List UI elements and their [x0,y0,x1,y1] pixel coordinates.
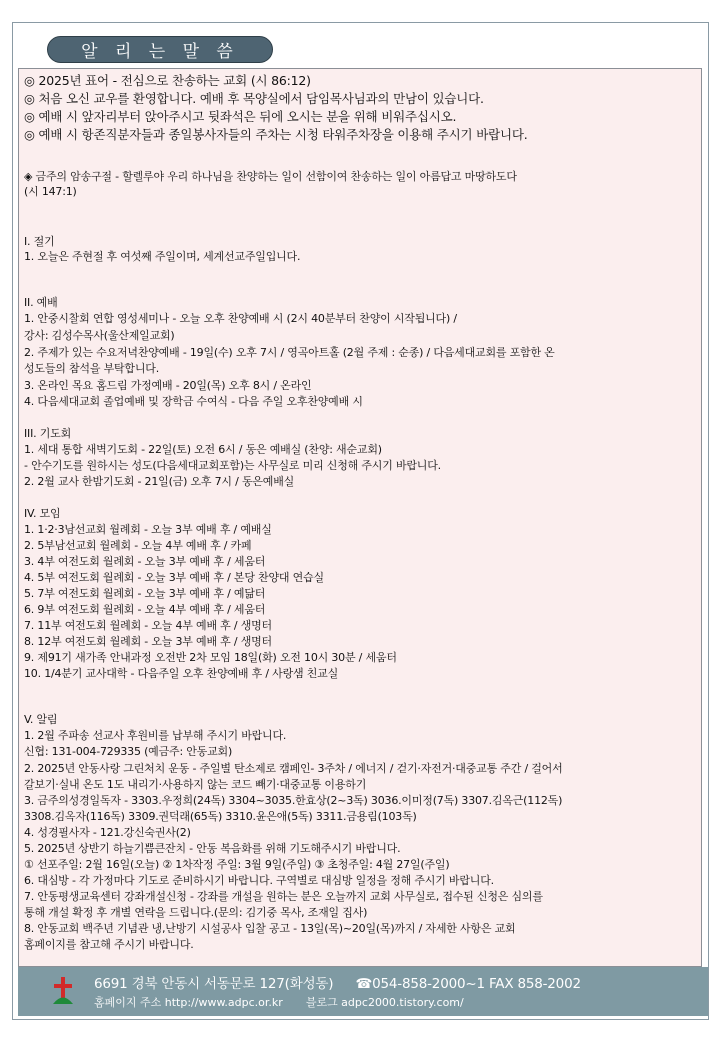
list-item: ① 선포주일: 2월 16일(오늘) ② 1차작정 주일: 3월 9일(주일) ③ 초청주일: 4월 27일(주일) [24,858,450,871]
announcements-panel [18,68,702,967]
list-item: 7. 안동평생교육센터 강좌개설신청 - 강좌를 개설을 원하는 분은 오늘까지 교회 사무실로, 접수된 신청은 심의를 [24,890,543,903]
list-item: 6. 대심방 - 각 가정마다 기도로 준비하시기 바랍니다. 구역별로 대심방 일정을 정해 주시기 바랍니다. [24,874,494,887]
list-item: 8. 12부 여전도회 월례회 - 오늘 3부 예배 후 / 생명터 [24,635,272,648]
list-item: 3308.김옥자(116독) 3309.권덕래(65독) 3310.윤은애(5독) 3311.금용림(103독) [24,810,417,823]
memory-verse: ◈ 금주의 암송구절 - 할렐루야 우리 하나님을 찬양하는 일이 선함이여 찬송하는 일이 아름답고 마땅하도다 [24,170,517,183]
address-text: 6691 경북 안동시 서동문로 127(화성동) [94,976,334,992]
list-item: 3. 온라인 목요 홈드림 가정예배 - 20일(목) 오후 8시 / 온라인 [24,379,312,392]
list-item: - 안수기도를 원하시는 성도(다음세대교회포함)는 사무실로 미리 신청해 주시기 바랍니다. [24,459,441,472]
list-item: 성도들의 참석을 부탁합니다. [24,362,160,375]
list-item: 9. 제91기 새가족 안내과정 오전반 2차 모임 18일(화) 오전 10시 30분 / 세움터 [24,651,397,664]
list-item: 1. 1·2·3남선교회 월례회 - 오늘 3부 예배 후 / 예배실 [24,523,272,536]
page-title: 알 리 는 말 씀 [47,36,273,63]
notice-line: ◎ 처음 오신 교우를 환영합니다. 예배 후 목양실에서 담임목사님과의 만남이 있습니다. [24,91,484,106]
list-item: 8. 안동교회 백주년 기념관 냉,난방기 시설공사 입찰 공고 - 13일(목)~20일(목)까지 / 자세한 사항은 교회 [24,922,516,935]
list-item: 1. 안중시찰회 연합 영성세미나 - 오늘 오후 찬양예배 시 (2시 40분부터 찬양이 시작됩니다) / [24,312,457,325]
contact-line [94,972,581,992]
list-item: 5. 7부 여전도회 월례회 - 오늘 3부 예배 후 / 예닮터 [24,587,266,600]
section-heading-worship: II. 예배 [24,296,58,309]
list-item: 2. 2025년 안동사랑 그린처치 운동 - 주일별 탄소제로 캠페인- 3주차 / 에너지 / 걷기·자전거·대중교통 주간 / 걸어서 [24,762,563,775]
list-item: 3. 4부 여전도회 월례회 - 오늘 3부 예배 후 / 세움터 [24,555,266,568]
list-item: 홈페이지를 참고해 주시기 바랍니다. [24,938,194,951]
notice-line: ◎ 예배 시 항존직분자들과 종일봉사자들의 주차는 시청 타워주차장을 이용해 주시기 바랍니다. [24,127,528,142]
list-item: 4. 다음세대교회 졸업예배 및 장학금 수여식 - 다음 주일 오후찬양예배 시 [24,395,363,408]
homepage-link[interactable]: 홈페이지 주소 http://www.adpc.or.kr [94,996,283,1009]
notice-line: ◎ 예배 시 앞자리부터 앉아주시고 뒷좌석은 뒤에 오시는 분을 위해 비워주십시오. [24,109,457,124]
church-logo-icon [52,976,74,1006]
list-item: 신협: 131-004-729335 (예금주: 안동교회) [24,745,233,758]
list-item: 강사: 김성수목사(울산제일교회) [24,329,175,342]
list-item: 3. 금주의성경일독자 - 3303.우정희(24독) 3304~3035.한효상(2~3독) 3036.이미정(7독) 3307.김옥근(112독) [24,794,563,807]
list-item: 1. 세대 통합 새벽기도회 - 22일(토) 오전 6시 / 동은 예배실 (찬양: 새순교회) [24,443,382,456]
list-item: 7. 11부 여전도회 월례회 - 오늘 4부 예배 후 / 생명터 [24,619,272,632]
phone-text: ☎054-858-2000~1 FAX 858-2002 [355,976,581,992]
notice-line: ◎ 2025년 표어 - 전심으로 찬송하는 교회 (시 86:12) [24,73,311,88]
section-heading-season: I. 절기 [24,235,55,248]
list-item: 10. 1/4분기 교사대학 - 다음주일 오후 찬양예배 후 / 사랑샘 친교실 [24,667,339,680]
list-item: 1. 오늘은 주현절 후 여섯째 주일이며, 세계선교주일입니다. [24,250,301,263]
footer-bar [18,967,708,1016]
list-item: 1. 2월 주파송 선교사 후원비를 납부해 주시기 바랍니다. [24,729,287,742]
list-item: 6. 9부 여전도회 월례회 - 오늘 4부 예배 후 / 세움터 [24,603,266,616]
list-item: 2. 2월 교사 한밤기도회 - 21일(금) 오후 7시 / 동은예배실 [24,475,295,488]
list-item: 갈보기·실내 온도 1도 내리기·사용하지 않는 코드 빼기·대중교통 이용하기 [24,778,367,791]
section-heading-news: V. 알림 [24,713,58,726]
memory-verse-ref: (시 147:1) [24,185,77,198]
section-heading-meetings: IV. 모임 [24,507,61,520]
list-item: 통해 개설 확정 후 개별 연락을 드립니다.(문의: 김기중 목사, 조재일 집사) [24,906,368,919]
list-item: 5. 2025년 상반기 하늘기쁨큰잔치 - 안동 복음화를 위해 기도해주시기 바랍니다. [24,842,401,855]
web-line [94,994,464,1010]
list-item: 4. 성경필사자 - 121.강신숙권사(2) [24,826,191,839]
list-item: 2. 5부남선교회 월례회 - 오늘 4부 예배 후 / 카페 [24,539,252,552]
list-item: 2. 주제가 있는 수요저녁찬양예배 - 19일(수) 오후 7시 / 영곡아트홀 (2월 주제 : 순종) / 다음세대교회를 포함한 온 [24,346,555,359]
list-item: 4. 5부 여전도회 월례회 - 오늘 3부 예배 후 / 본당 찬양대 연습실 [24,571,324,584]
blog-link[interactable]: 블로그 adpc2000.tistory.com/ [305,996,464,1009]
section-heading-prayer: III. 기도회 [24,427,72,440]
